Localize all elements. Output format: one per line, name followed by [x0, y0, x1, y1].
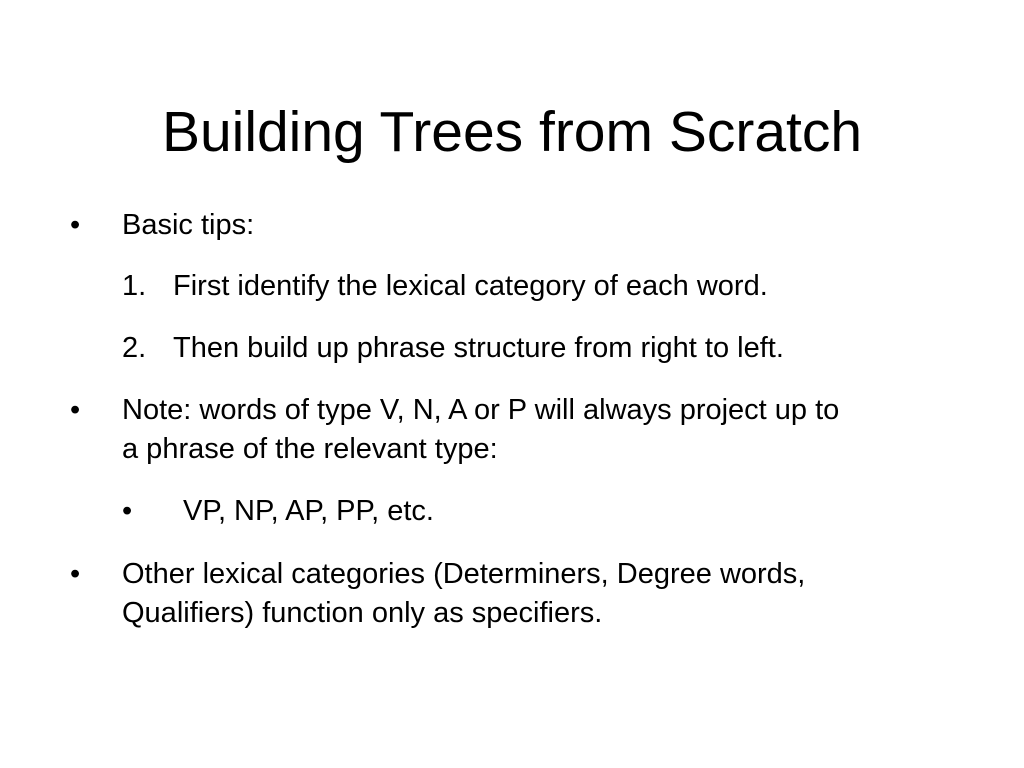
slide-title: Building Trees from Scratch	[161, 100, 863, 164]
list-number-1: 1.	[122, 270, 147, 302]
bullet-text-other-line1: Other lexical categories (Determiners, Degree words,	[122, 558, 806, 590]
bullet-marker: •	[70, 209, 81, 241]
list-number-2: 2.	[122, 332, 147, 364]
sub-bullet-text-phrases: VP, NP, AP, PP, etc.	[183, 495, 434, 527]
bullet-marker: •	[70, 558, 81, 590]
numbered-item-1: First identify the lexical category of each word.	[173, 270, 768, 302]
bullet-text-other-line2: Qualifiers) function only as specifiers.	[122, 597, 603, 629]
bullet-text-note-line2: a phrase of the relevant type:	[122, 433, 498, 465]
bullet-marker: •	[70, 394, 81, 426]
sub-bullet-marker: •	[122, 495, 133, 527]
numbered-item-2: Then build up phrase structure from right to left.	[173, 332, 784, 364]
bullet-text-basic-tips: Basic tips:	[122, 209, 255, 241]
bullet-text-note-line1: Note: words of type V, N, A or P will always project up to	[122, 394, 840, 426]
